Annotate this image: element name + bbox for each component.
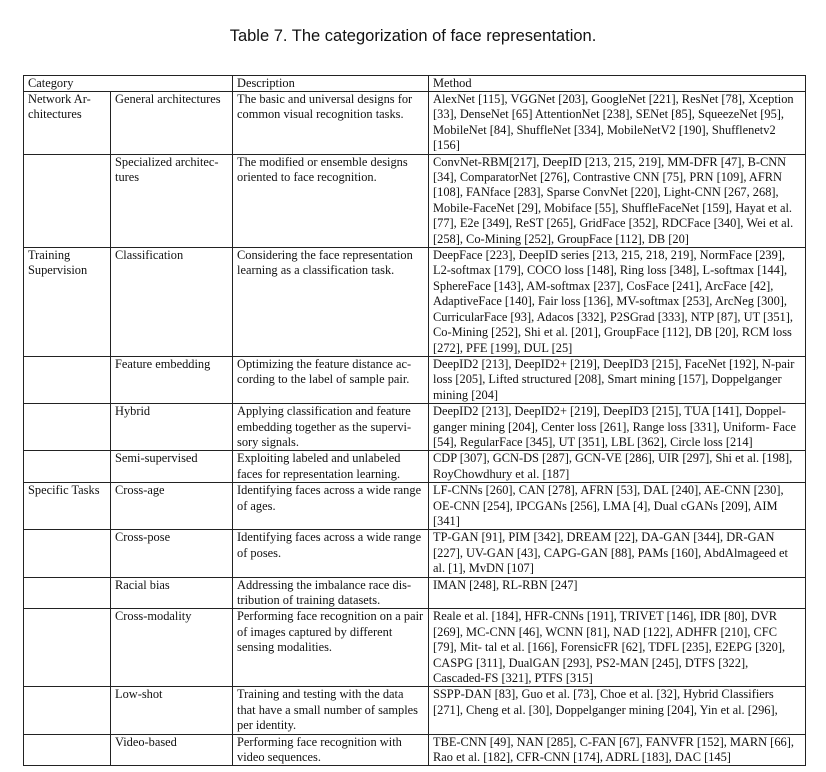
group-label-cont [24,577,111,609]
subcategory: Semi-supervised [111,451,233,483]
description-cell: Identifying faces across a wide range of ages. [233,483,429,530]
table-row [24,483,806,530]
subcategory: Classification [111,248,233,357]
subcategory: Racial bias [111,577,233,609]
group-label-cont [24,687,111,734]
method-cell: ConvNet-RBM[217], DeepID [213, 215, 219], MM-DFR [47], B-CNN [34], ComparatorNet [276], Contrastive CNN [75], PRN [109], AFRN [108], FANface [283], Sparse ConvNet [220], Light-CNN [267, 268], Mobile-FaceNet [29], Mobiface [55], ShuffleFaceNet [159], Hayat et al. [77], E2e [349], ReST [265], GridFace [352], RDCFace [340], Wei et al. [258], Co-Mining [252], GroupFace [112], DB [20] [429,154,806,247]
method-cell: CDP [307], GCN-DS [287], GCN-VE [286], UIR [297], Shi et al. [198], RoyChowdhury et al. [187] [429,451,806,483]
description-cell: The basic and universal designs for common visual recognition tasks. [233,92,429,155]
subcategory: Feature embedding [111,356,233,403]
group-label: Network Ar- chitectures [24,92,111,155]
method-cell: AlexNet [115], VGGNet [203], GoogleNet [221], ResNet [78], Xception [33], DenseNet [65] AttentionNet [238], SENet [85], SqueezeNet [95], MobileNet [84], ShuffleNet [334], MobileNetV2 [190], Shufflenetv2 [156] [429,92,806,155]
subcategory: Video-based [111,734,233,766]
subcategory: Hybrid [111,404,233,451]
table-row [24,248,806,357]
description-cell: The modified or ensemble designs oriented to face recognition. [233,154,429,247]
group-label-cont [24,154,111,247]
group-label-cont [24,530,111,577]
group-label: Specific Tasks [24,483,111,530]
method-cell: DeepFace [223], DeepID series [213, 215, 218, 219], NormFace [239], L2-softmax [179], COCO loss [148], Ring loss [348], L-softmax [144], SphereFace [143], AM-softmax [237], CosFace [241], ArcFace [42], AdaptiveFace [140], Fair loss [136], MV-softmax [253], ArcNeg [300], CurricularFace [93], Adacos [332], P2SGrad [333], NTP [87], UT [351], Co-Mining [252], Shi et al. [201], GroupFace [112], DB [20], RCM loss [272], PFE [199], DUL [25] [429,248,806,357]
method-cell: TBE-CNN [49], NAN [285], C-FAN [67], FANVFR [152], MARN [66], Rao et al. [182], CFR-CNN [174], ADRL [183], DAC [145] [429,734,806,766]
description-cell: Performing face recognition on a pair of images captured by different sensing modalities. [233,609,429,687]
group-label-cont [24,404,111,451]
method-cell: SSPP-DAN [83], Guo et al. [73], Choe et al. [32], Hybrid Classifiers [271], Cheng et al. [30], Doppelganger mining [204], Yin et al. [296], [429,687,806,734]
table-row [24,734,806,766]
table-row [24,154,806,247]
table-row [24,92,806,155]
description-cell: Identifying faces across a wide range of poses. [233,530,429,577]
description-cell: Performing face recognition with video sequences. [233,734,429,766]
subcategory: Specialized architec- tures [111,154,233,247]
method-cell: TP-GAN [91], PIM [342], DREAM [22], DA-GAN [344], DR-GAN [227], UV-GAN [43], CAPG-GAN [88], PAMs [160], AbdAlmageed et al. [1], MvDN [107] [429,530,806,577]
description-cell: Applying classification and feature embedding together as the supervi- sory signals. [233,404,429,451]
group-label-cont [24,609,111,687]
description-cell: Optimizing the feature distance ac- cording to the label of sample pair. [233,356,429,403]
table-row [24,530,806,577]
description-cell: Exploiting labeled and unlabeled faces for representation learning. [233,451,429,483]
table-row [24,577,806,609]
subcategory: Cross-age [111,483,233,530]
header-row [24,76,806,92]
method-cell: Reale et al. [184], HFR-CNNs [191], TRIVET [146], IDR [80], DVR [269], MC-CNN [46], WCNN [81], NAD [122], ADHFR [210], CFC [79], Mit- tal et al. [166], ForensicFR [62], TDFL [235], E2EPG [320], CASPG [311], DualGAN [293], PS2-MAN [245], DTFS [322], Cascaded-FS [321], PTFS [315] [429,609,806,687]
group-label-cont [24,356,111,403]
table-row [24,356,806,403]
method-cell: DeepID2 [213], DeepID2+ [219], DeepID3 [215], FaceNet [192], N-pair loss [205], Lifted structured [208], Smart mining [157], Doppelganger mining [204] [429,356,806,403]
subcategory: Cross-pose [111,530,233,577]
table-caption: Table 7. The categorization of face representation. [229,27,597,45]
description-cell: Training and testing with the data that have a small number of samples per identity. [233,687,429,734]
group-label-cont [24,734,111,766]
categorization-table [23,75,806,766]
subcategory: Cross-modality [111,609,233,687]
group-label-cont [24,451,111,483]
header-method: Method [429,76,806,92]
description-cell: Addressing the imbalance race dis- tribution of training datasets. [233,577,429,609]
group-label: Training Supervision [24,248,111,357]
method-cell: IMAN [248], RL-RBN [247] [429,577,806,609]
subcategory: Low-shot [111,687,233,734]
method-cell: DeepID2 [213], DeepID2+ [219], DeepID3 [215], TUA [141], Doppel- ganger mining [204], Center loss [261], Range loss [331], Uniform- Face [54], RegularFace [345], UT [351], LBL [362], Circle loss [214] [429,404,806,451]
header-description: Description [233,76,429,92]
table-row [24,451,806,483]
header-category: Category [24,76,233,92]
table-row [24,687,806,734]
description-cell: Considering the face representation learning as a classification task. [233,248,429,357]
method-cell: LF-CNNs [260], CAN [278], AFRN [53], DAL [240], AE-CNN [230], OE-CNN [254], IPCGANs [256], LMA [4], Dual cGANs [209], AIM [341] [429,483,806,530]
table-row [24,404,806,451]
table-row [24,609,806,687]
subcategory: General architectures [111,92,233,155]
